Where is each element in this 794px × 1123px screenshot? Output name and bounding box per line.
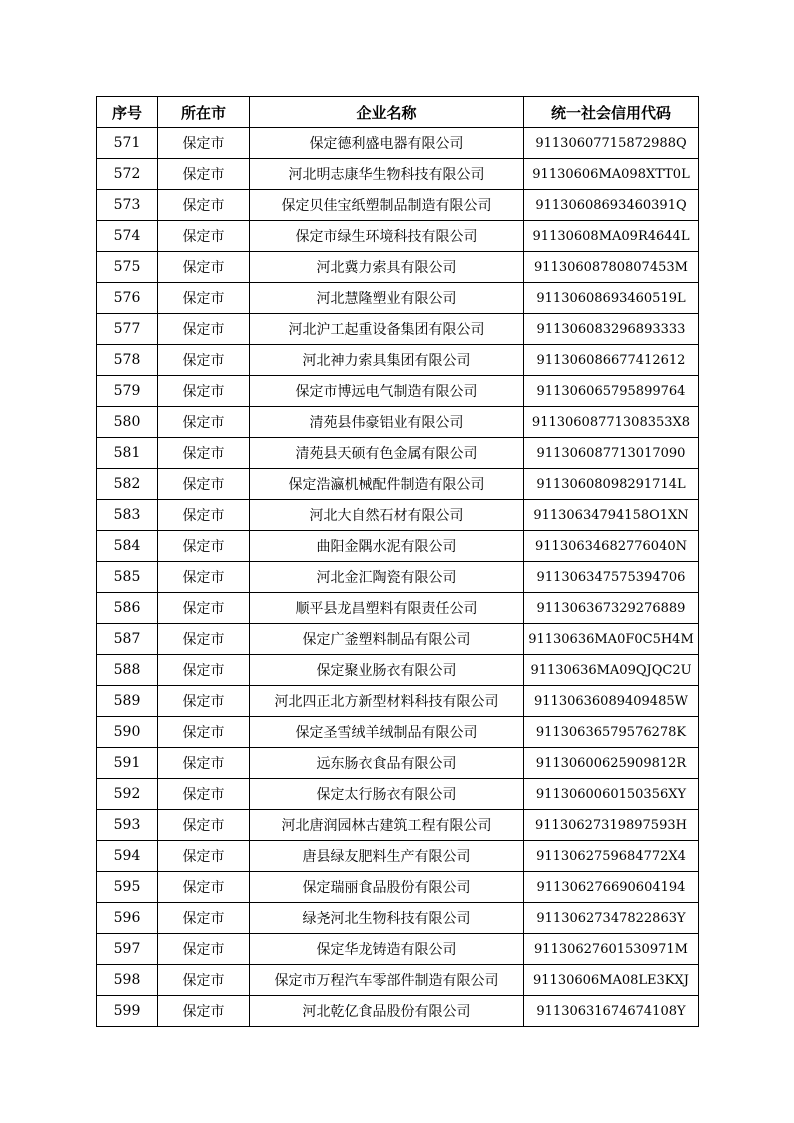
- cell-city: 保定市: [158, 748, 250, 779]
- table-row: [97, 810, 699, 841]
- cell-serial: 577: [97, 314, 158, 345]
- table-row: [97, 252, 699, 283]
- cell-company-name: 河北冀力索具有限公司: [250, 252, 524, 283]
- cell-company-name: 保定市绿生环境科技有限公司: [250, 221, 524, 252]
- cell-city: 保定市: [158, 128, 250, 159]
- cell-credit-code: 91130608693460391Q: [524, 190, 699, 221]
- cell-credit-code: 911306276690604194: [524, 872, 699, 903]
- cell-credit-code: 91130627601530971M: [524, 934, 699, 965]
- cell-company-name: 河北神力索具集团有限公司: [250, 345, 524, 376]
- cell-serial: 589: [97, 686, 158, 717]
- cell-serial: 594: [97, 841, 158, 872]
- cell-company-name: 保定市万程汽车零部件制造有限公司: [250, 965, 524, 996]
- cell-city: 保定市: [158, 438, 250, 469]
- table-row: [97, 562, 699, 593]
- cell-company-name: 保定贝佳宝纸塑制品制造有限公司: [250, 190, 524, 221]
- cell-credit-code: 91130634794158O1XN: [524, 500, 699, 531]
- table-row: [97, 345, 699, 376]
- cell-city: 保定市: [158, 810, 250, 841]
- table-row: [97, 903, 699, 934]
- header-company-name: 企业名称: [250, 97, 524, 128]
- cell-company-name: 保定圣雪绒羊绒制品有限公司: [250, 717, 524, 748]
- cell-company-name: 河北乾亿食品股份有限公司: [250, 996, 524, 1027]
- cell-company-name: 河北唐润园林古建筑工程有限公司: [250, 810, 524, 841]
- table-row: [97, 841, 699, 872]
- cell-credit-code: 9113062759684772X4: [524, 841, 699, 872]
- table-row: [97, 934, 699, 965]
- table-row: [97, 469, 699, 500]
- cell-serial: 580: [97, 407, 158, 438]
- cell-company-name: 保定华龙铸造有限公司: [250, 934, 524, 965]
- cell-city: 保定市: [158, 314, 250, 345]
- table-row: [97, 655, 699, 686]
- cell-city: 保定市: [158, 903, 250, 934]
- cell-credit-code: 91130607715872988Q: [524, 128, 699, 159]
- cell-credit-code: 91130608780807453M: [524, 252, 699, 283]
- table-row: [97, 438, 699, 469]
- cell-serial: 584: [97, 531, 158, 562]
- cell-city: 保定市: [158, 593, 250, 624]
- cell-serial: 585: [97, 562, 158, 593]
- cell-company-name: 保定聚业肠衣有限公司: [250, 655, 524, 686]
- cell-city: 保定市: [158, 779, 250, 810]
- table-row: [97, 593, 699, 624]
- cell-serial: 581: [97, 438, 158, 469]
- cell-credit-code: 91130636579576278K: [524, 717, 699, 748]
- table-row: [97, 500, 699, 531]
- cell-city: 保定市: [158, 376, 250, 407]
- cell-serial: 587: [97, 624, 158, 655]
- cell-city: 保定市: [158, 717, 250, 748]
- cell-serial: 598: [97, 965, 158, 996]
- cell-city: 保定市: [158, 345, 250, 376]
- table-row: [97, 159, 699, 190]
- header-credit-code: 统一社会信用代码: [524, 97, 699, 128]
- cell-city: 保定市: [158, 531, 250, 562]
- cell-credit-code: 911306065795899764: [524, 376, 699, 407]
- cell-company-name: 顺平县龙昌塑料有限责任公司: [250, 593, 524, 624]
- table-header-row: [97, 97, 699, 128]
- table-row: [97, 190, 699, 221]
- cell-credit-code: 9113060060150356XY: [524, 779, 699, 810]
- cell-city: 保定市: [158, 841, 250, 872]
- header-serial: 序号: [97, 97, 158, 128]
- cell-credit-code: 911306083296893333: [524, 314, 699, 345]
- table-row: [97, 686, 699, 717]
- cell-city: 保定市: [158, 500, 250, 531]
- table-row: [97, 624, 699, 655]
- cell-company-name: 保定德利盛电器有限公司: [250, 128, 524, 159]
- cell-city: 保定市: [158, 190, 250, 221]
- cell-company-name: 河北慧隆塑业有限公司: [250, 283, 524, 314]
- table-row: [97, 748, 699, 779]
- cell-credit-code: 91130608098291714L: [524, 469, 699, 500]
- cell-serial: 597: [97, 934, 158, 965]
- table-row: [97, 531, 699, 562]
- cell-serial: 588: [97, 655, 158, 686]
- cell-serial: 582: [97, 469, 158, 500]
- cell-serial: 583: [97, 500, 158, 531]
- cell-company-name: 河北大自然石材有限公司: [250, 500, 524, 531]
- cell-company-name: 保定广釜塑料制品有限公司: [250, 624, 524, 655]
- cell-credit-code: 911306086677412612: [524, 345, 699, 376]
- cell-company-name: 河北沪工起重设备集团有限公司: [250, 314, 524, 345]
- cell-city: 保定市: [158, 469, 250, 500]
- cell-serial: 578: [97, 345, 158, 376]
- cell-company-name: 河北金汇陶瓷有限公司: [250, 562, 524, 593]
- cell-company-name: 清苑县天硕有色金属有限公司: [250, 438, 524, 469]
- cell-city: 保定市: [158, 221, 250, 252]
- cell-credit-code: 91130636089409485W: [524, 686, 699, 717]
- table-row: [97, 779, 699, 810]
- cell-city: 保定市: [158, 934, 250, 965]
- cell-serial: 596: [97, 903, 158, 934]
- cell-credit-code: 911306367329276889: [524, 593, 699, 624]
- cell-credit-code: 91130636MA09QJQC2U: [524, 655, 699, 686]
- cell-city: 保定市: [158, 655, 250, 686]
- cell-company-name: 清苑县伟豪铝业有限公司: [250, 407, 524, 438]
- cell-serial: 591: [97, 748, 158, 779]
- cell-company-name: 保定瑞丽食品股份有限公司: [250, 872, 524, 903]
- cell-serial: 595: [97, 872, 158, 903]
- cell-city: 保定市: [158, 283, 250, 314]
- table-row: [97, 996, 699, 1027]
- cell-serial: 599: [97, 996, 158, 1027]
- cell-city: 保定市: [158, 407, 250, 438]
- table-row: [97, 407, 699, 438]
- cell-credit-code: 911306347575394706: [524, 562, 699, 593]
- cell-company-name: 保定市博远电气制造有限公司: [250, 376, 524, 407]
- table-row: [97, 872, 699, 903]
- table-row: [97, 376, 699, 407]
- cell-city: 保定市: [158, 965, 250, 996]
- table-row: [97, 283, 699, 314]
- cell-credit-code: 91130608693460519L: [524, 283, 699, 314]
- cell-company-name: 保定太行肠衣有限公司: [250, 779, 524, 810]
- enterprise-table: [96, 96, 699, 1027]
- cell-city: 保定市: [158, 686, 250, 717]
- cell-credit-code: 91130606MA098XTT0L: [524, 159, 699, 190]
- cell-credit-code: 91130600625909812R: [524, 748, 699, 779]
- cell-city: 保定市: [158, 872, 250, 903]
- cell-credit-code: 91130606MA08LE3KXJ: [524, 965, 699, 996]
- cell-company-name: 绿尧河北生物科技有限公司: [250, 903, 524, 934]
- cell-serial: 593: [97, 810, 158, 841]
- cell-city: 保定市: [158, 252, 250, 283]
- cell-serial: 573: [97, 190, 158, 221]
- cell-company-name: 远东肠衣食品有限公司: [250, 748, 524, 779]
- table-row: [97, 717, 699, 748]
- cell-city: 保定市: [158, 159, 250, 190]
- cell-serial: 572: [97, 159, 158, 190]
- cell-serial: 579: [97, 376, 158, 407]
- cell-credit-code: 91130627319897593H: [524, 810, 699, 841]
- cell-serial: 586: [97, 593, 158, 624]
- cell-serial: 571: [97, 128, 158, 159]
- cell-serial: 590: [97, 717, 158, 748]
- table-row: [97, 221, 699, 252]
- cell-serial: 592: [97, 779, 158, 810]
- cell-serial: 574: [97, 221, 158, 252]
- cell-credit-code: 911306087713017090: [524, 438, 699, 469]
- cell-credit-code: 91130631674674108Y: [524, 996, 699, 1027]
- header-city: 所在市: [158, 97, 250, 128]
- cell-city: 保定市: [158, 996, 250, 1027]
- table-row: [97, 314, 699, 345]
- cell-company-name: 河北明志康华生物科技有限公司: [250, 159, 524, 190]
- table-row: [97, 128, 699, 159]
- cell-city: 保定市: [158, 624, 250, 655]
- cell-company-name: 唐县绿友肥料生产有限公司: [250, 841, 524, 872]
- table-row: [97, 965, 699, 996]
- cell-company-name: 河北四正北方新型材料科技有限公司: [250, 686, 524, 717]
- cell-serial: 576: [97, 283, 158, 314]
- cell-city: 保定市: [158, 562, 250, 593]
- cell-serial: 575: [97, 252, 158, 283]
- cell-credit-code: 91130634682776040N: [524, 531, 699, 562]
- cell-credit-code: 91130627347822863Y: [524, 903, 699, 934]
- cell-credit-code: 91130608MA09R4644L: [524, 221, 699, 252]
- cell-credit-code: 91130636MA0F0C5H4M: [524, 624, 699, 655]
- cell-credit-code: 91130608771308353X8: [524, 407, 699, 438]
- cell-company-name: 保定浩瀛机械配件制造有限公司: [250, 469, 524, 500]
- cell-company-name: 曲阳金隅水泥有限公司: [250, 531, 524, 562]
- table-body: [97, 128, 699, 1027]
